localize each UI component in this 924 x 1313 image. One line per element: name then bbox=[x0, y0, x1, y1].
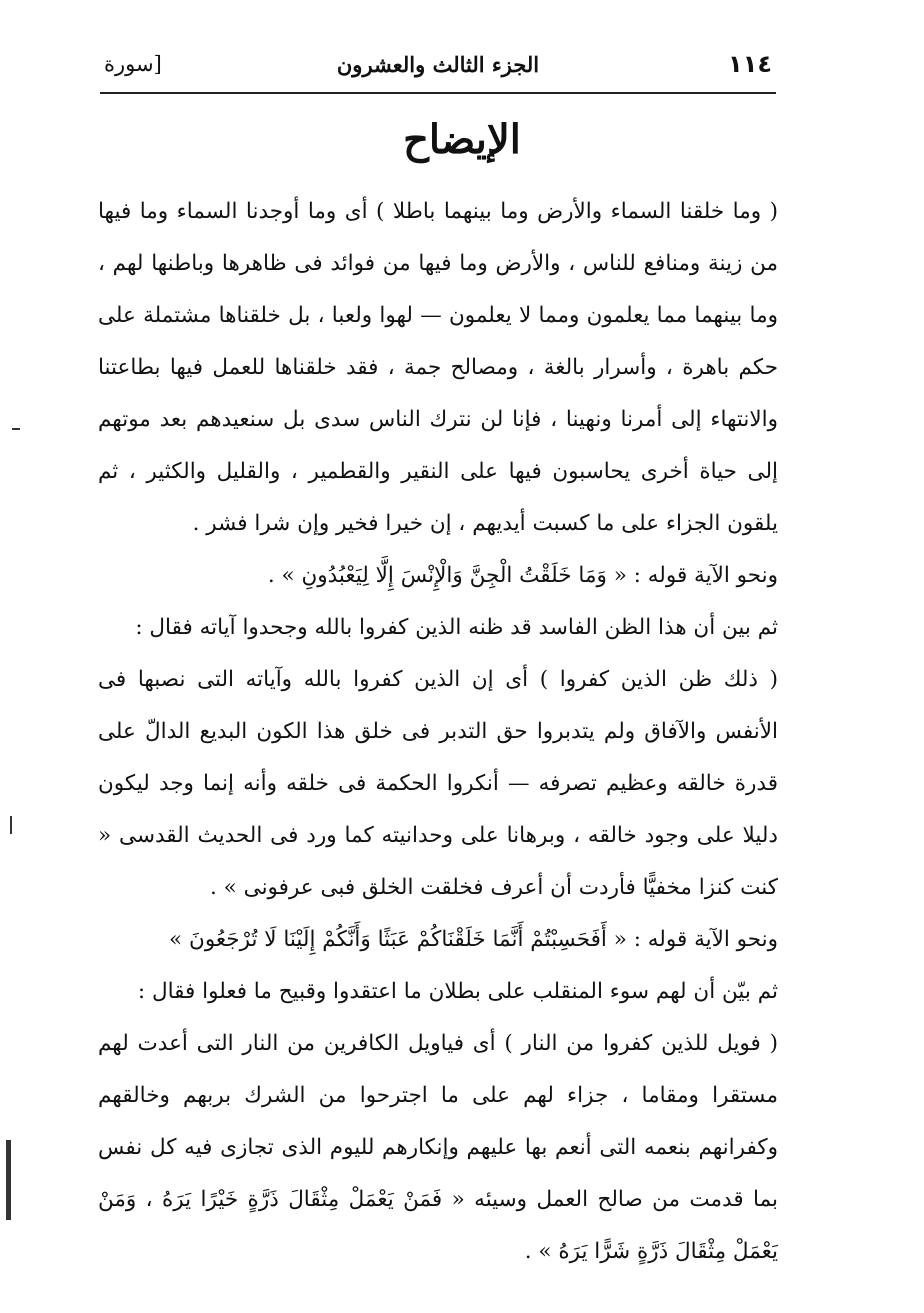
paragraph-explanation-3: ( فويل للذين كفروا من النار ) أى فياويل الكافرين من النار التى أعدت لهم مستقرا ومقاما ، جزاء لهم على ما اجترحوا من الشرك بربهم وخالقهم وكفرانهم بنعمه التى أنعم بها عليهم وإنكارهم لليوم الذى تجازى فيه كل نفس بما قدمت من صالح العمل وسيئه « فَمَنْ يَعْمَلْ مِثْقَالَ ذَرَّةٍ خَيْرًا يَرَهُ ، وَمَنْ يَعْمَلْ مِثْقَالَ ذَرَّةٍ شَرًّا يَرَهُ » . bbox=[98, 1031, 778, 1264]
paragraph-transition-1: ثم بين أن هذا الظن الفاسد قد ظنه الذين كفروا بالله وجحدوا آياته فقال : bbox=[135, 615, 778, 640]
paragraph-explanation-1: ( وما خلقنا السماء والأرض وما بينهما باطلا ) أى وما أوجدنا السماء وما فيها من زينة ومنافع للناس ، والأرض وما فيها من فوائد فى ظاهرها وباطنها لهم ، وما بينهما مما يعلمون ومما لا يعلمون — لهوا ولعبا ، بل خلقناها مشتملة على حكم باهرة ، وأسرار بالغة ، ومصالح جمة ، فقد خلقناها للعمل فيها بطاعتنا والانتهاء إلى أمرنا ونهينا ، فإنا لن نترك الناس سدى بل سنعيدهم بعد موتهم إلى حياة أخرى يحاسبون فيها على النقير والقطمير ، والقليل والكثير ، ثم يلقون الجزاء على ما كسبت أيديهم ، إن خيرا فخير وإن شرا فشر . bbox=[98, 199, 778, 536]
scan-edge-mark bbox=[6, 1140, 11, 1220]
header-rule bbox=[100, 92, 776, 94]
paragraph-similar-verse-1: ونحو الآية قوله : « وَمَا خَلَقْتُ الْجِنَّ وَالْإِنْسَ إِلَّا لِيَعْبُدُونِ » . bbox=[267, 563, 778, 588]
section-title: الإيضاح bbox=[403, 116, 521, 163]
paragraph-explanation-2: ( ذلك ظن الذين كفروا ) أى إن الذين كفروا بالله وآياته التى نصبها فى الأنفس والآفاق ولم يتدبروا حق التدبر فى خلق هذا الكون البديع الدالّ على قدرة خالقه وعظيم تصرفه — أنكروا الحكمة فى خلقه وأنه إنما وجد ليكون دليلا على وجود خالقه ، وبرهانا على وحدانيته كما ورد فى الحديث القدسى « كنت كنزا مخفيًّا فأردت أن أعرف فخلقت الخلق فبى عرفونى » . bbox=[98, 667, 778, 900]
running-header bbox=[104, 50, 772, 90]
scan-speck bbox=[10, 816, 12, 834]
surah-label: [سورة bbox=[104, 52, 162, 76]
scan-speck bbox=[12, 428, 20, 430]
page-number: ١١٤ bbox=[728, 50, 772, 78]
paragraph-transition-2: ثم بيّن أن لهم سوء المنقلب على بطلان ما اعتقدوا وقبيح ما فعلوا فقال : bbox=[137, 979, 778, 1004]
paragraph-similar-verse-2: ونحو الآية قوله : « أَفَحَسِبْتُمْ أَنَّمَا خَلَقْنَاكُمْ عَبَثًا وَأَنَّكُمْ إِلَيْنَا لَا تُرْجَعُونَ » bbox=[169, 927, 778, 952]
body-text bbox=[98, 186, 778, 1278]
part-title: الجزء الثالث والعشرون bbox=[336, 52, 540, 77]
